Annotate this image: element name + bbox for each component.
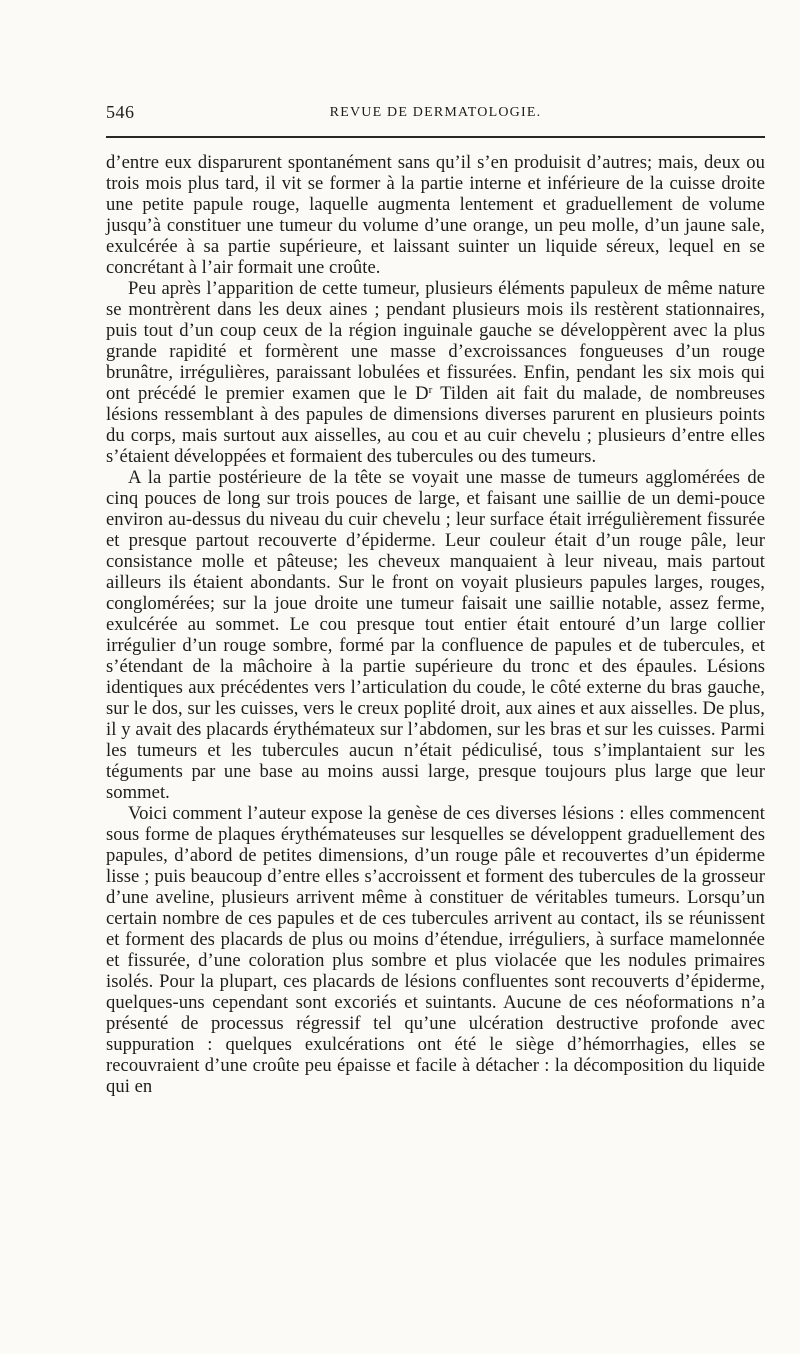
paragraph-1: d’entre eux disparurent spontanément sans qu’il s’en produisit d’autres; mais, deux ou trois mois plus tard, il vit se former à la partie interne et inférieure de la cuisse droite une petite papule rouge, laquelle augmenta lentement et graduellement de volume jusqu’à constituer une tumeur du volume d’une orange, un peu molle, d’un jaune sale, exulcérée à sa partie supérieure, et laissant suinter un liquide séreux, lequel en se concrétant à l’air formait une croûte. (106, 152, 765, 278)
paragraph-4: Voici comment l’auteur expose la genèse de ces diverses lésions : elles commencent sous forme de plaques érythémateuses sur lesquelles se développent graduellement des papules, d’abord de petites dimensions, d’un rouge pâle et recouvertes d’un épiderme lisse ; puis beaucoup d’entre elles s’accroissent et forment des tubercules de la grosseur d’une aveline, plusieurs arrivent même à constituer de véritables tumeurs. Lorsqu’un certain nombre de ces papules et de ces tubercules arrivent au contact, ils se réunissent et forment des placards de plus ou moins d’étendue, irréguliers, à surface mamelonnée et fissurée, d’une coloration plus sombre et plus violacée que les nodules primaires isolés. Pour la plupart, ces placards de lésions confluentes sont recouverts d’épiderme, quelques-uns cependant sont excoriés et suintants. Aucune de ces néoformations n’a présenté de processus régressif tel qu’une ulcération destructive profonde avec suppuration : quelques exulcérations ont été le siège d’hémorrhagies, elles se recouvraient d’une croûte peu épaisse et facile à détacher : la décomposition du liquide qui en (106, 803, 765, 1097)
superscript-r: r (428, 384, 433, 396)
page-number: 546 (106, 102, 135, 122)
header-rule (106, 136, 765, 138)
paragraph-3: A la partie postérieure de la tête se voyait une masse de tumeurs agglomérées de cinq pouces de long sur trois pouces de large, et faisant une saillie de un demi-pouce environ au-dessus du niveau du cuir chevelu ; leur surface était irrégulièrement fissurée et presque partout recouverte d’épiderme. Leur couleur était d’un rouge pâle, leur consistance molle et pâteuse; les cheveux manquaient à leur niveau, mais partout ailleurs ils étaient abondants. Sur le front on voyait plusieurs papules larges, rouges, conglomérées; sur la joue droite une tumeur faisait une saillie notable, assez ferme, exulcérée au sommet. Le cou presque tout entier était entouré d’un large collier irrégulier d’un rouge sombre, formé par la confluence de papules et de tubercules, et s’étendant de la mâchoire à la partie supérieure du tronc et des épaules. Lésions identiques aux précédentes vers l’articulation du coude, le côté externe du bras gauche, sur le dos, sur les cuisses, vers le creux poplité droit, aux aines et aux aisselles. De plus, il y avait des placards érythémateux sur l’abdomen, sur les bras et sur les cuisses. Parmi les tumeurs et les tubercules aucun n’était pédiculisé, tous s’implantaient sur les téguments par une base au moins aussi large, presque toujours plus large que leur sommet. (106, 467, 765, 803)
body-text (106, 152, 765, 1097)
running-title: REVUE DE DERMATOLOGIE. (329, 105, 542, 120)
page-header (106, 100, 765, 124)
paragraph-2-part-b: Tilden ait fait du malade, de nombreuses lésions ressemblant à des papules de dimensions diverses parurent en plusieurs points du corps, mais surtout aux aisselles, au cou et au cuir chevelu ; plusieurs d’entre elles s’étaient développées et formaient des tubercules ou des tumeurs. (106, 383, 765, 467)
paragraph-2 (106, 278, 765, 467)
paragraph-2-part-a: Peu après l’apparition de cette tumeur, plusieurs éléments papuleux de même nature se montrèrent dans les deux aines ; pendant plusieurs mois ils restèrent stationnaires, puis tout d’un coup ceux de la région inguinale gauche se développèrent avec la plus grande rapidité et formèrent une masse d’excroissances fongueuses d’un rouge brunâtre, irrégulières, paraissant lobulées et fissurées. Enfin, pendant les six mois qui ont précédé le premier examen que le D (106, 278, 765, 404)
